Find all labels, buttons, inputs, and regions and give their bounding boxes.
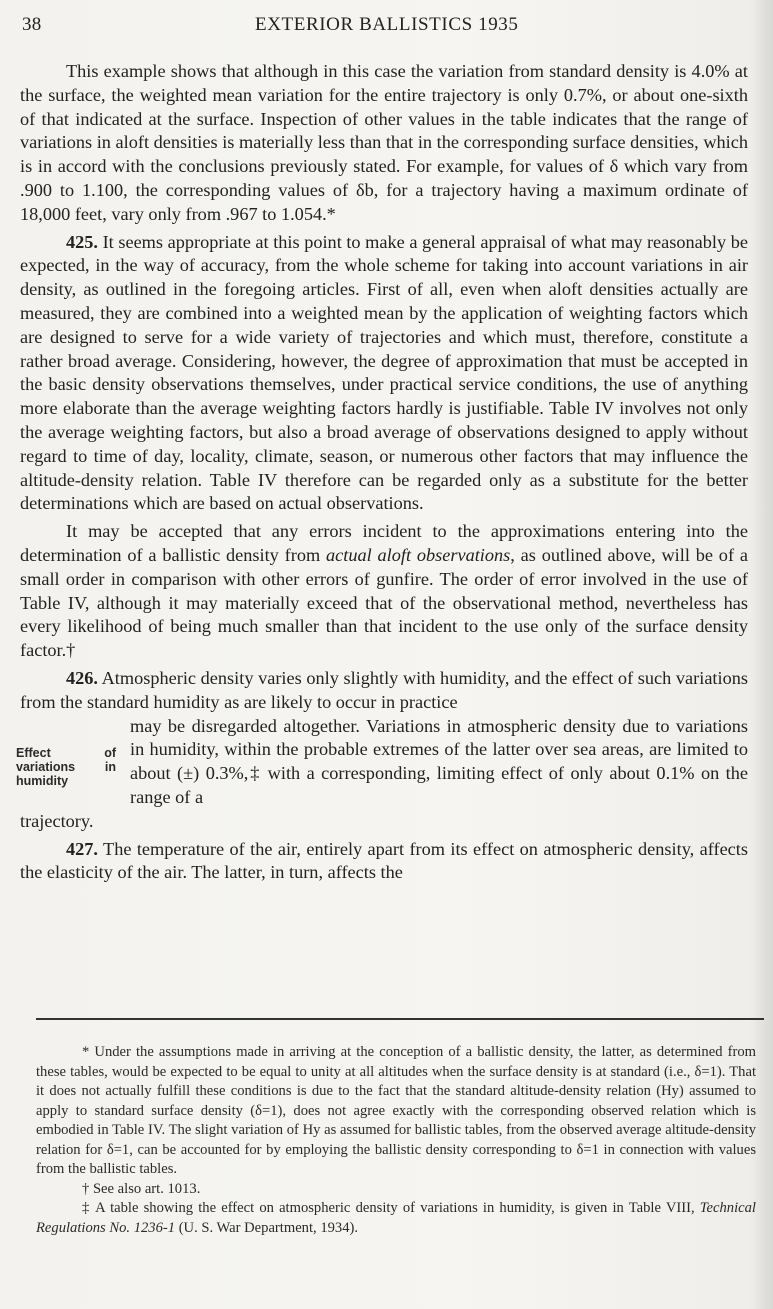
paragraph-text: It seems appropriate at this point to make a general appraisal of what may reasonably be expected, in the way of accuracy, from the whole scheme for taking into account variations in air density, as outlined in the foregoing articles. First of all, even when aloft densities actually are measured, they are combined into a weighted mean by the application of weighting factors which are designed to serve for a wide variety of trajectories and which must, therefore, constitute a rather broad average. Considering, however, the degree of approximation that must be accepted in the basic density observations themselves, under practical service conditions, the use of anything more elaborate than the average weighting factors hardly is justifiable. Table IV involves not only the average weighting factors, but also a broad average of observations designed to apply without regard to time of day, locality, climate, season, or numerous other factors that may influence the altitude-density relation. Table IV therefore can be regarded only as a substitute for the better determinations which are based on actual observations. bbox=[20, 231, 748, 514]
running-title: EXTERIOR BALLISTICS 1935 bbox=[255, 14, 519, 35]
paragraph-text: It may be accepted that any errors incident to the approximations entering into the determination of a ballistic density from bbox=[20, 521, 748, 565]
paragraph-text: trajectory. bbox=[20, 810, 94, 831]
paragraph-425 bbox=[20, 231, 748, 517]
paragraph-example: This example shows that although in this case the variation from standard density is 4.0% at the surface, the weighted mean variation for the entire trajectory is only 0.7%, or about one-sixth of that indicated at the surface. Inspection of other values in the table indicates that the range of variations in aloft densities is materially less than that in the corresponding surface densities, which is in accord with the conclusions previously stated. For example, for values of δ which vary from .900 to 1.100, the corresponding values of δb, for a trajectory having a maximum ordinate of 18,000 feet, vary only from .967 to 1.054.* bbox=[20, 61, 748, 224]
paragraph-text: Atmospheric density varies only slightly with humidity, and the effect of such variations from the standard humidity as are likely to occur in practice bbox=[20, 667, 748, 712]
paragraph-text: may be disregarded altogether. Variations in atmospheric density due to variations in humidity, within the probable extremes of the latter over sea areas, are limited to about (±) 0.3%,‡ with a corresponding, limiting effect of only about 0.1% on the range of a bbox=[130, 715, 748, 807]
footnote-asterisk: * Under the assumptions made in arriving at the conception of a ballistic density, the latter, as determined from these tables, would be expected to be equal to unity at all altitudes when the surface density is at standard (i.e., δ=1). That it does not actually fulfill these conditions is due to the fact that the standard altitude-density relation (Hy) assumed to apply to standard surface density (δ=1), does not agree exactly with the corresponding observed relation which is embodied in Table IV. The slight variation of Hy as assumed for ballistic tables, from the observed average altitude-density relation for δ=1, can be accounted for by employing the ballistic density corresponding to δ=1 in connection with values from the ballistic tables. bbox=[36, 1044, 756, 1177]
paragraph-text: , as outlined above, will be of a small order in comparison with other errors of gunfire. The order of error involved in the use of Table IV, although it may materially exceed that of the observational method, nevertheless has every likelihood of being much smaller than that incident to the use only of the surface density factor.† bbox=[20, 544, 748, 661]
emphasis: actual aloft observations bbox=[326, 544, 511, 565]
margin-note: Effect of variations in humidity bbox=[16, 745, 116, 788]
paragraph-text: The temperature of the air, entirely apart from its effect on atmospheric density, affects the elasticity of the air. The latter, in turn, affects the bbox=[20, 838, 748, 883]
emphasis: Technical Regulations No. 1236-1 bbox=[36, 1200, 756, 1236]
body-text bbox=[16, 60, 748, 885]
paragraph-426 bbox=[16, 667, 748, 834]
page-number: 38 bbox=[22, 14, 42, 35]
footnote-divider bbox=[36, 1018, 764, 1020]
running-head bbox=[22, 10, 743, 40]
footnote-double-dagger: ‡ A table showing the effect on atmospheric density of variations in humidity, is given in Table VIII, Technical Regulations No. 1236-1 (U. S. War Department, 1934). bbox=[36, 1200, 756, 1236]
article-number: 425. bbox=[66, 231, 98, 252]
article-number: 426. bbox=[66, 667, 98, 688]
paragraph-errors bbox=[20, 520, 748, 663]
paragraph-427 bbox=[20, 838, 748, 886]
footnote-dagger: † See also art. 1013. bbox=[82, 1180, 201, 1197]
article-number: 427. bbox=[66, 838, 98, 859]
footnotes bbox=[36, 1043, 756, 1238]
